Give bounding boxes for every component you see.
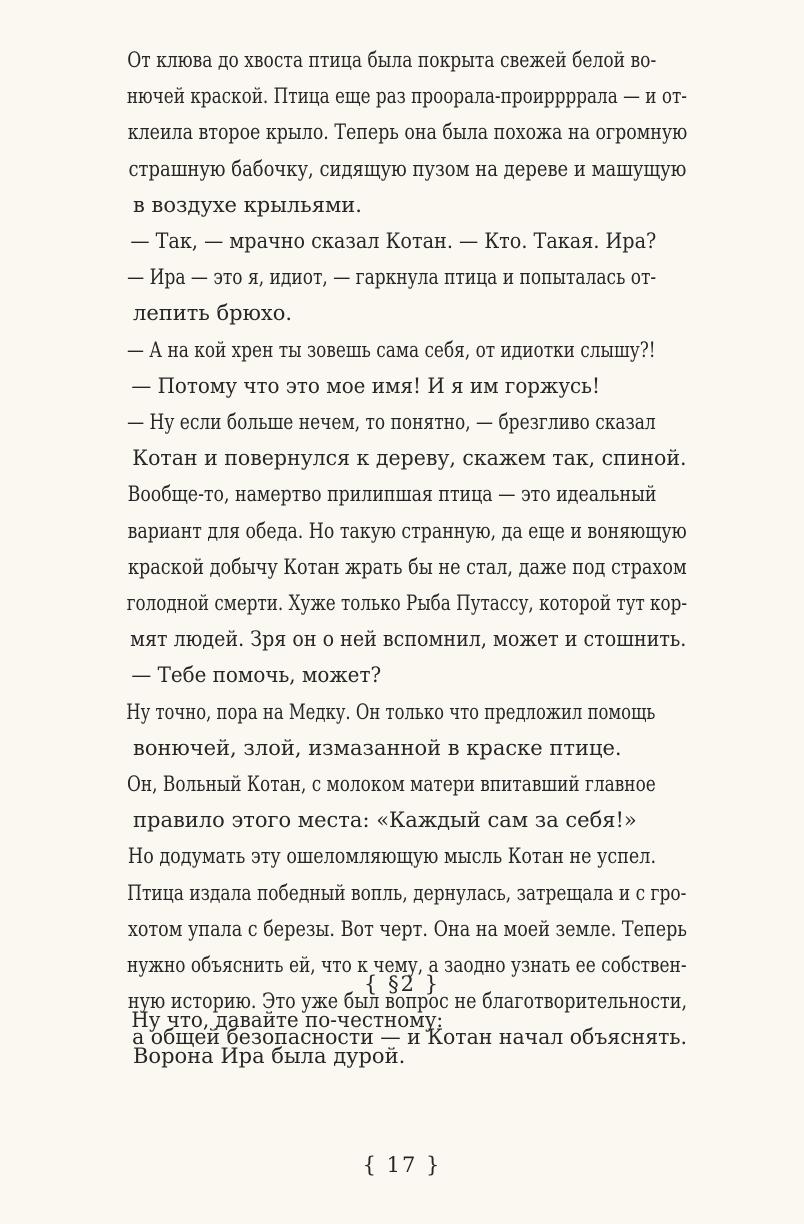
text-line: ную историю. Это уже был вопрос не благотворительности, <box>127 989 688 1014</box>
text-line: страшную бабочку, сидящую пузом на дереве и машущую <box>128 156 687 181</box>
text-line: Котан и повернулся к дереву, скажем так, спиной. <box>132 446 687 471</box>
text-line: правило этого места: «Каждый сам за себя!» <box>133 808 637 833</box>
text-line: Ну что, давайте по-честному: <box>131 1008 444 1032</box>
paragraph <box>102 657 687 693</box>
paragraph <box>102 694 687 766</box>
text-line: — Ну если больше нечем, то понятно, — брезгливо сказал <box>127 410 656 435</box>
text-line: лепить брюхо. <box>133 301 293 326</box>
section-heading: { §2 } <box>364 972 440 996</box>
paragraph <box>102 404 687 476</box>
text-line: Птица издала победный вопль, дернулась, затрещала и с гро- <box>127 880 687 905</box>
text-line: От клюва до хвоста птица была покрыта свежей белой во- <box>127 48 657 72</box>
text-line: хотом упала с березы. Вот черт. Она на моей земле. Теперь <box>127 916 687 941</box>
text-line: Ворона Ира была дурой. <box>133 1044 406 1069</box>
text-line: Вообще-то, намертво прилипшая птица — это идеальный <box>127 482 657 507</box>
text-line: вонючей, злой, измазанной в краске птице. <box>133 735 622 760</box>
paragraph <box>102 1002 687 1074</box>
text-line: — А на кой хрен ты зовешь сама себя, от идиотки слышу?! <box>126 337 656 362</box>
text-line: нужно объяснить ей, что к чему, а заодно узнать ее собствен- <box>127 953 687 978</box>
text-line: — Ира — это я, идиот, — гаркнула птица и попыталась от- <box>127 265 657 290</box>
text-line: вариант для обеда. Но такую странную, да еще и воняющую <box>127 518 687 543</box>
text-line: в воздухе крыльями. <box>133 192 362 217</box>
paragraph <box>102 223 687 259</box>
text-line: клеила второе крыло. Теперь она была похожа на огромную <box>127 120 688 145</box>
main-text <box>102 42 687 1056</box>
paragraph <box>102 368 687 404</box>
text-line: — Потому что это мое имя! И я им горжусь! <box>131 373 601 398</box>
text-line: краской добычу Котан жрать бы не стал, даже под страхом <box>128 554 687 579</box>
text-line: голодной смерти. Хуже только Рыба Путассу, которой тут кор- <box>126 591 688 616</box>
paragraph <box>102 332 687 368</box>
text-line: а общей безопасности — и Котан начал объяснять. <box>132 1025 688 1050</box>
text-line: Но додумать эту ошеломляющую мысль Котан не успел. <box>127 844 657 869</box>
page-number: { 17 } <box>362 1153 442 1177</box>
paragraph <box>102 766 687 838</box>
paragraph <box>102 476 687 657</box>
paragraph <box>102 42 687 223</box>
text-line: мят людей. Зря он о ней вспомнил, может и стошнить. <box>130 627 687 652</box>
text-line: — Тебе помочь, может? <box>131 663 382 688</box>
text-line: нючей краской. Птица еще раз проорала-проиррррала — и от- <box>126 84 687 109</box>
text-line: Он, Вольный Котан, с молоком матери впитавший главное <box>126 772 656 797</box>
text-line: — Так, — мрачно сказал Котан. — Кто. Такая. Ира? <box>130 229 657 254</box>
paragraph <box>102 259 687 331</box>
section-text <box>102 1002 687 1074</box>
text-line: Ну точно, пора на Медку. Он только что предложил помощь <box>126 699 656 724</box>
